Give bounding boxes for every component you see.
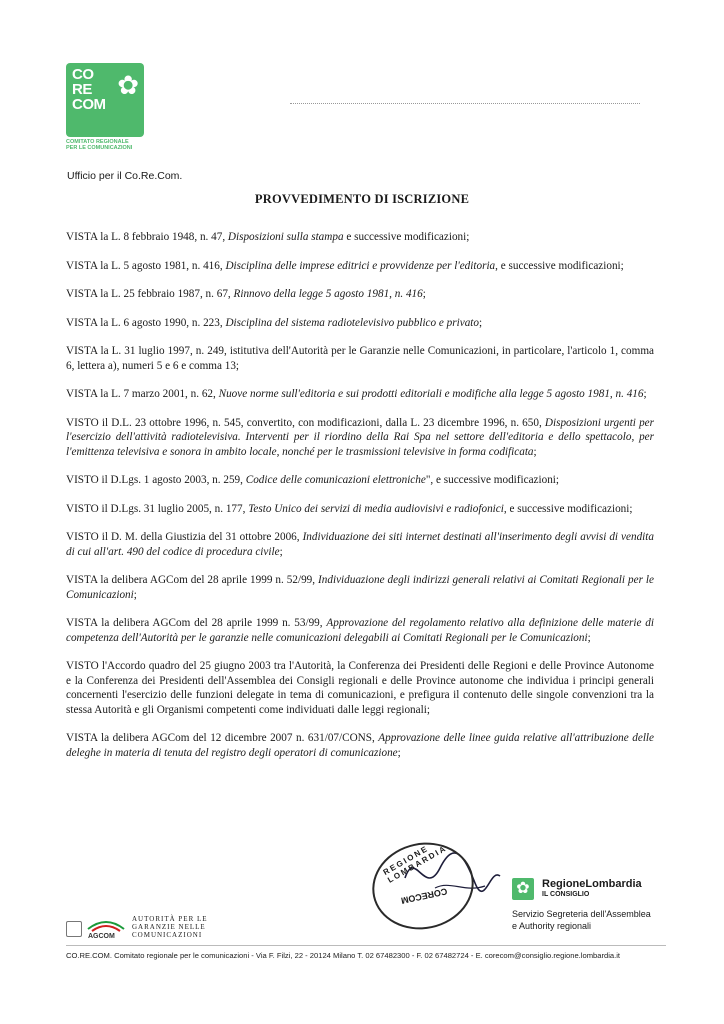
paragraph-text: VISTA la L. 31 luglio 1997, n. 249, istitutiva dell'Autorità per le Garanzie nelle Comunicazioni, in particolare, l'articolo 1, comma 6, lettera a), numeri 5 e 6 e comma 13;	[66, 345, 654, 372]
regione-rose-icon: ✿	[512, 878, 534, 900]
paragraph-tail: ", e successive modificazioni;	[425, 474, 560, 486]
agcom-line1: AUTORITÀ PER LE	[132, 915, 208, 923]
paragraph-text: VISTA la delibera AGCom del 28 aprile 1999 n. 52/99,	[66, 574, 319, 586]
document-body	[66, 230, 654, 774]
regione-service	[512, 908, 682, 932]
agcom-text	[132, 915, 208, 939]
paragraph-title: Individuazione degli indirizzi generali relativi ai Comitati Regionali per le Comunicazioni	[66, 574, 654, 601]
logo-line-co: CO	[72, 66, 94, 83]
agcom-line3: COMUNICAZIONI	[132, 931, 203, 939]
stamp-ring-text: REGIONE LOMBARDIA	[381, 843, 449, 885]
regione-sub: IL CONSIGLIO	[542, 891, 590, 898]
regione-service-line2: e Authority regionali	[512, 921, 592, 931]
paragraph	[66, 230, 654, 245]
paragraph	[66, 616, 654, 645]
paragraph-title: Nuove norme sull'editoria e sui prodotti editoriali e modifiche alla legge 5 agosto 1981, n. 416	[218, 388, 644, 400]
paragraph-text: VISTO il D.Lgs. 1 agosto 2003, n. 259,	[66, 474, 246, 486]
paragraph-title: Disposizioni urgenti per l'esercizio dell'attività radiotelevisiva. Interventi per il riordino della Rai Spa nel settore dell'editoria e dello spettacolo, per l'emittenza televisiva e sonora in ambito locale, nonché per le trasmissioni televisive in forma codificata	[66, 416, 654, 458]
paragraph-tail: e successive modificazioni;	[343, 231, 470, 243]
paragraph-title: Disciplina delle imprese editrici e provvidenze per l'editoria	[225, 259, 496, 272]
paragraph-tail: , e successive modificazioni;	[495, 259, 624, 272]
logo-line-com: COM	[72, 96, 106, 113]
paragraph-text: VISTA la delibera AGCom del 12 dicembre 2007 n. 631/07/CONS,	[66, 732, 379, 744]
emblem-icon	[66, 921, 82, 937]
paragraph-text: VISTO l'Accordo quadro del 25 giugno 2003 tra l'Autorità, la Conferenza dei Presidenti delle Regioni e delle Province Autonome e la Conferenza dei Presidenti dell'Assemblea dei Consigli regionali e delle Province autonome che individua i principi generali concernenti l'esercizio delle funzioni delegate in tema di comunicazioni, e prefigura il contenuto delle singole convenzioni tra la stessa Autorità e gli Organismi competenti come individuati dalle leggi regionali;	[66, 660, 654, 716]
paragraph-tail: , e successive modificazioni;	[503, 502, 633, 515]
logo-subtitle-line2: PER LE COMUNICAZIONI	[66, 145, 133, 151]
stamp-center: CORECOM	[400, 886, 449, 906]
logo-text	[72, 67, 106, 112]
paragraph-text: VISTA la delibera AGCom del 28 aprile 1999 n. 53/99,	[66, 617, 327, 629]
paragraph	[66, 344, 654, 373]
paragraph-title: Approvazione delle linee guida relative all'attribuzione delle deleghe in materia di tenuta del registro degli operatori di comunicazione	[66, 732, 655, 759]
paragraph-title: Individuazione dei siti internet destinati all'inserimento degli avvisi di vendita di cui all'art. 490 del codice di procedura civile	[66, 531, 654, 558]
paragraph-title: Rinnovo della legge 5 agosto 1981, n. 416	[233, 288, 423, 300]
regione-lombardia-block	[512, 878, 672, 938]
paragraph	[66, 416, 654, 460]
agcom-block	[66, 915, 246, 945]
paragraph	[66, 731, 654, 760]
paragraph	[66, 387, 654, 402]
paragraph	[66, 473, 654, 488]
paragraph	[66, 530, 654, 559]
paragraph-text: VISTA la L. 6 agosto 1990, n. 223,	[66, 316, 226, 329]
logo-subtitle	[66, 139, 176, 151]
agcom-abbr: AGCOM	[88, 933, 115, 939]
paragraph-tail: ;	[422, 288, 426, 300]
paragraph-tail: ;	[643, 388, 647, 400]
paragraph	[66, 259, 654, 274]
paragraph-text: VISTA la L. 8 febbraio 1948, n. 47,	[66, 231, 228, 243]
footer-address: CO.RE.COM. Comitato regionale per le comunicazioni - Via F. Filzi, 22 - 20124 Milano T. 02 67482300 - F. 02 67482724 - E. corecom@consiglio.regione.lombardia.it	[66, 951, 621, 960]
paragraph-tail: ;	[587, 631, 591, 644]
regione-service-line1: Servizio Segreteria dell'Assemblea	[512, 909, 651, 919]
flower-icon: ✿	[117, 71, 139, 101]
agcom-logo-icon	[86, 915, 126, 939]
footer-divider	[66, 945, 666, 946]
paragraph	[66, 502, 654, 517]
paragraph-text: VISTA la L. 25 febbraio 1987, n. 67,	[66, 288, 234, 300]
document-title: PROVVEDIMENTO DI ISCRIZIONE	[254, 192, 470, 206]
paragraph	[66, 573, 654, 602]
paragraph-title: Approvazione del regolamento relativo alla definizione delle materie di competenza dell'Autorità per le garanzie nelle comunicazioni delegabili ai Comitati Regionali per le Comunicazioni	[66, 617, 654, 644]
paragraph-title: Testo Unico dei servizi di media audiovisivi e radiofonici	[248, 502, 504, 515]
agcom-line2: GARANZIE NELLE	[132, 923, 206, 931]
logo-line-re: RE	[72, 81, 92, 98]
paragraph-text: VISTO il D. M. della Giustizia del 31 ottobre 2006,	[66, 531, 303, 543]
paragraph	[66, 287, 654, 302]
regione-name: RegioneLombardia	[542, 878, 642, 890]
paragraph-tail: ;	[279, 545, 283, 558]
paragraph	[66, 316, 654, 331]
header-scan-line	[290, 103, 640, 104]
paragraph-text: VISTA la L. 7 marzo 2001, n. 62,	[66, 388, 219, 400]
paragraph-tail: ;	[133, 588, 137, 601]
logo-subtitle-line1: COMITATO REGIONALE	[66, 139, 129, 145]
paragraph-tail: ;	[479, 316, 483, 329]
paragraph	[66, 659, 654, 717]
corecom-logo	[66, 63, 144, 137]
office-label: Ufficio per il Co.Re.Com.	[67, 170, 183, 182]
paragraph-tail: ;	[533, 445, 537, 458]
paragraph-tail: ;	[397, 746, 401, 759]
paragraph-title: Disposizioni sulla stampa	[227, 231, 344, 243]
paragraph-text: VISTA la L. 5 agosto 1981, n. 416,	[66, 259, 226, 272]
paragraph-text: VISTO il D.Lgs. 31 luglio 2005, n. 177,	[66, 502, 249, 515]
paragraph-text: VISTO il D.L. 23 ottobre 1996, n. 545, convertito, con modificazioni, dalla L. 23 dicembre 1996, n. 650,	[66, 416, 545, 429]
paragraph-title: Disciplina del sistema radiotelevisivo pubblico e privato	[225, 316, 479, 329]
paragraph-title: Codice delle comunicazioni elettroniche	[245, 474, 426, 486]
